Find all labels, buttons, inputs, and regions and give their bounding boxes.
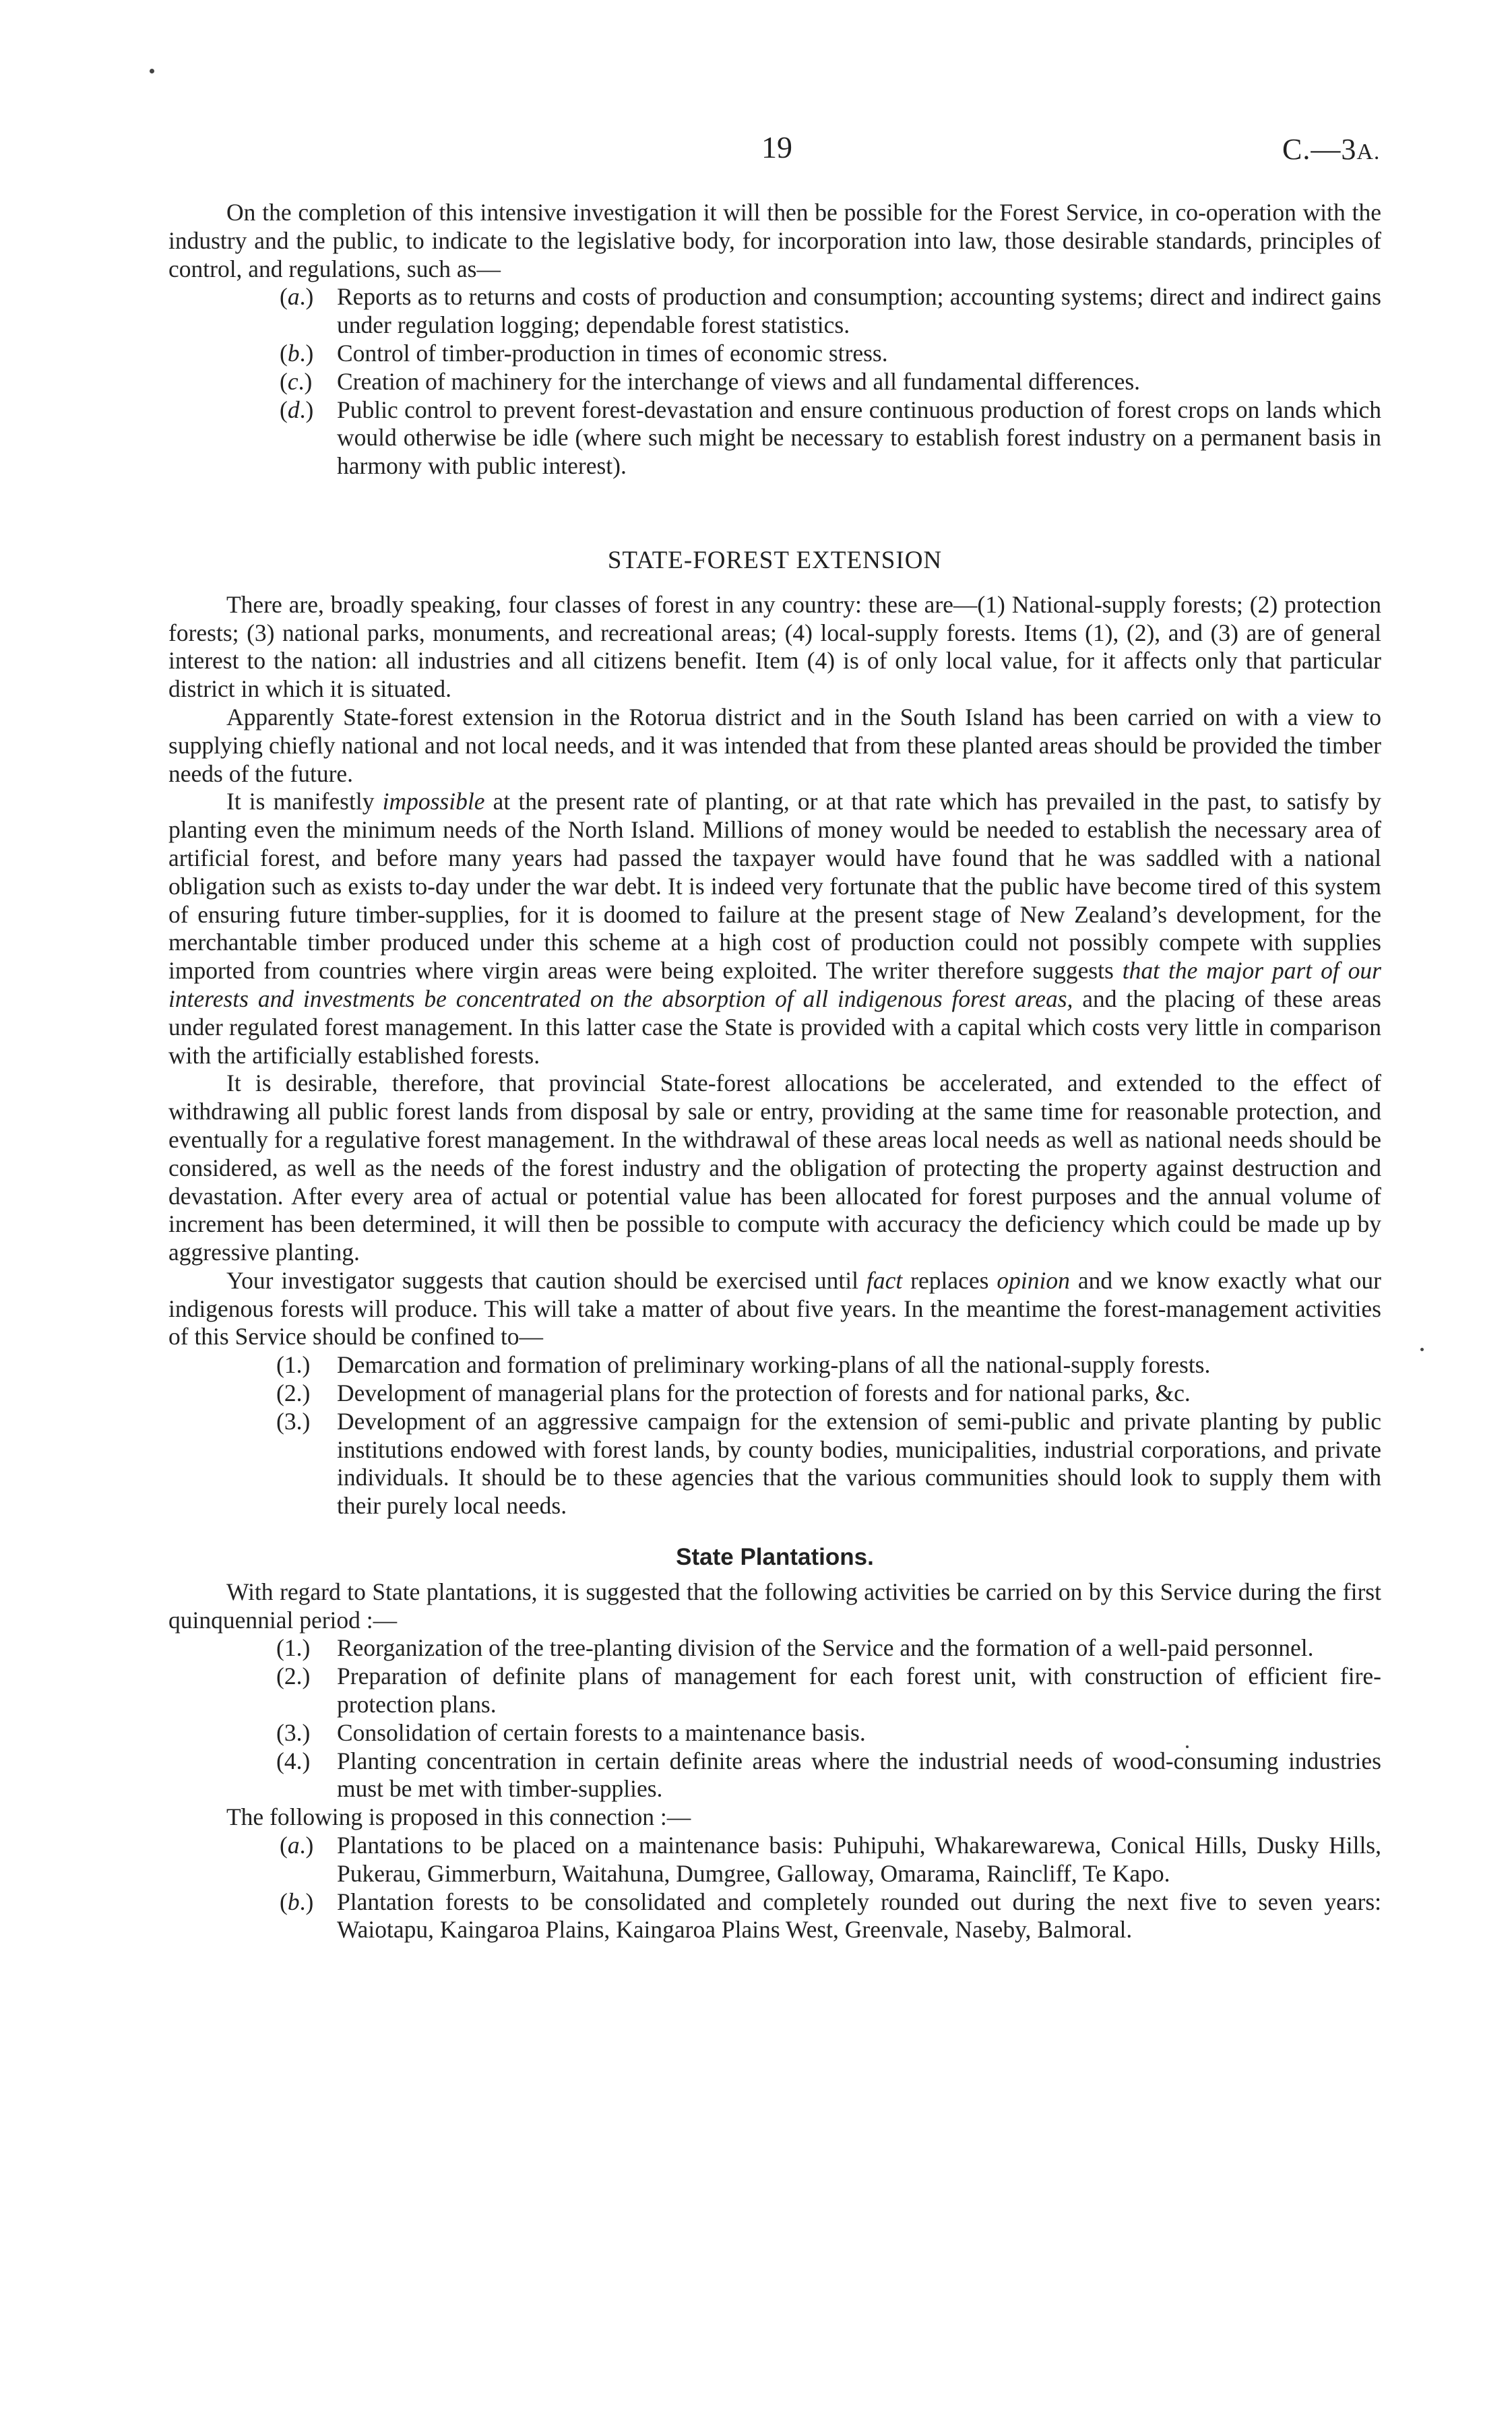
intro-paragraph: On the completion of this intensive investigation it will then be possible for the Forest Service, in co-operation with the industry and the public, to indicate to the legislative body, for incorporation into law, those desirable standards, principles of control, and regulations, such as— — [168, 199, 1381, 282]
list-marker: (d.) — [280, 396, 314, 423]
list-item — [168, 340, 1381, 368]
list-item — [168, 1888, 1381, 1945]
plantations-paragraph: With regard to State plantations, it is suggested that the following activities be carried on by this Service during the first quinquennial period :— — [168, 1578, 1381, 1634]
plantations-list — [168, 1634, 1381, 1803]
list-item — [168, 1379, 1381, 1408]
list-item — [168, 1663, 1381, 1719]
scan-speck — [150, 69, 154, 73]
list-marker: (3.) — [276, 1407, 311, 1435]
emphasis: impossible — [382, 788, 485, 815]
emphasis: that the major part of our interests and investments be concentrated on the absorption of all indigenous forest areas, — [168, 957, 1381, 1012]
emphasis: opinion — [997, 1266, 1070, 1294]
proposed-list — [168, 1832, 1381, 1944]
list-item-text: Creation of machinery for the interchange of views and all fundamental differences. — [337, 367, 1141, 395]
extension-paragraph-4: It is desirable, therefore, that provincial State-forest allocations be accelerated, and extended to the effect of withdrawing all public forest lands from disposal by sale or entry, providing at the same time for reasonable protection, and eventually for a regulative forest management. In the withdrawal of these areas local needs as well as national needs should be considered, as well as the needs of the forest industry and the obligation of protecting the property against destruction and devastation. After every area of actual or potential value has been allocated for forest purposes and the annual volume of increment has been determined, it will then be possible to compute with accuracy the deficiency which could be made up by aggressive planting. — [168, 1069, 1381, 1266]
page-number: 19 — [761, 130, 792, 164]
list-item-text: Plantation forests to be consolidated and completely rounded out during the next five to seven years: Waiotapu, Kaingaroa Plains, Kaingaroa Plains West, Greenvale, Naseby, Balmoral. — [337, 1888, 1381, 1944]
list-item — [168, 1351, 1381, 1379]
section-heading-state-forest-extension: STATE-FOREST EXTENSION — [607, 546, 943, 574]
list-item — [168, 1719, 1381, 1747]
list-marker: (a.) — [280, 1832, 314, 1859]
list-item-text: Consolidation of certain forests to a maintenance basis. — [337, 1718, 866, 1746]
document-reference-main: C.—3 — [1282, 133, 1357, 166]
list-marker: (2.) — [276, 1379, 311, 1407]
list-marker: (c.) — [280, 367, 313, 395]
list-marker: (4.) — [276, 1747, 311, 1774]
list-item — [168, 1634, 1381, 1663]
list-item-text: Reports as to returns and costs of production and consumption; accounting systems; direct and indirect gains under regulation logging; dependable forest statistics. — [337, 283, 1381, 339]
list-item-text: Preparation of definite plans of management for each forest unit, with construction of efficient fire-protection plans. — [337, 1663, 1381, 1718]
list-item-text: Demarcation and formation of preliminary working-plans of all the national-supply forests. — [337, 1351, 1211, 1379]
scan-speck — [1420, 1348, 1424, 1351]
list-marker: (a.) — [280, 283, 314, 311]
list-item-text: Planting concentration in certain definite areas where the industrial needs of wood-consuming industries must be met with timber-supplies. — [337, 1747, 1381, 1803]
document-reference-suffix: A. — [1356, 139, 1381, 164]
list-item-text: Development of an aggressive campaign for the extension of semi-public and private planting by public institutions endowed with forest lands, by county bodies, municipalities, industrial corporations, and private individuals. It should be to these agencies that the various communities should look to supply them with their purely local needs. — [337, 1407, 1381, 1520]
list-item — [168, 396, 1381, 480]
document-reference — [1282, 132, 1380, 166]
list-item — [168, 1408, 1381, 1520]
proposed-paragraph: The following is proposed in this connection :— — [226, 1803, 691, 1831]
list-marker: (b.) — [280, 339, 314, 367]
section-heading-state-plantations: State Plantations. — [676, 1544, 874, 1571]
list-item-text: Plantations to be placed on a maintenance basis: Puhipuhi, Whakarewarewa, Conical Hills, Dusky Hills, Pukerau, Gimmerburn, Waitahuna, Dumgree, Galloway, Omarama, Raincliff, Te Kapo. — [337, 1832, 1381, 1887]
list-item — [168, 1747, 1381, 1804]
page-content — [168, 199, 1381, 1944]
intro-list — [168, 283, 1381, 480]
list-item — [168, 1832, 1381, 1888]
list-item-text: Reorganization of the tree-planting division of the Service and the formation of a well-paid personnel. — [337, 1634, 1314, 1662]
list-item — [168, 368, 1381, 396]
emphasis: fact — [866, 1266, 903, 1294]
extension-paragraph-2: Apparently State-forest extension in the Rotorua district and in the South Island has been carried on with a view to supplying chiefly national and not local needs, and it was intended that from these planted areas should be provided the timber needs of the future. — [168, 703, 1381, 787]
extension-list — [168, 1351, 1381, 1520]
extension-paragraph-3: It is manifestly impossible at the present rate of planting, or at that rate which has prevailed in the past, to satisfy by planting even the minimum needs of the North Island. Millions of money would be needed to establish the necessary area of artificial forest, and before many years had passed the taxpayer would have found that he was saddled with a national obligation such as exists to-day under the war debt. It is indeed very fortunate that the public have become tired of this system of ensuring future timber-supplies, for it is doomed to failure at the present stage of New Zealand’s development, for the merchantable timber produced under this scheme at a high cost of production could not possibly compete with supplies imported from countries where virgin areas were being exploited. The writer therefore suggests that the major part of our interests and investments be concentrated on the absorption of all indigenous forest areas, and the placing of these areas under regulated forest management. In this latter case the State is provided with a capital which costs very little in comparison with the artificially established forests. — [168, 788, 1382, 1069]
list-marker: (3.) — [276, 1718, 311, 1746]
list-item — [168, 283, 1381, 340]
list-item-text: Public control to prevent forest-devastation and ensure continuous production of forest crops on lands which would otherwise be idle (where such might be necessary to establish forest industry on a permanent basis in harmony with public interest). — [337, 396, 1381, 480]
list-item-text: Development of managerial plans for the protection of forests and for national parks, &c. — [337, 1379, 1191, 1407]
list-item-text: Control of timber-production in times of economic stress. — [337, 339, 888, 367]
list-marker: (2.) — [276, 1663, 311, 1690]
list-marker: (1.) — [276, 1634, 311, 1662]
list-marker: (1.) — [276, 1351, 311, 1379]
extension-paragraph-5: Your investigator suggests that caution should be exercised until fact replaces opinion and we know exactly what our indigenous forests will produce. This will take a matter of about five years. In the meantime the forest-management activities of this Service should be confined to— — [168, 1266, 1381, 1351]
list-marker: (b.) — [280, 1888, 314, 1915]
extension-paragraph-1: There are, broadly speaking, four classes of forest in any country: these are—(1) National-supply forests; (2) protection forests; (3) national parks, monuments, and recreational areas; (4) local-supply forests. Items (1), (2), and (3) are of general interest to the nation: all industries and all citizens benefit. Item (4) is of only local value, for it affects only that particular district in which it is situated. — [168, 590, 1381, 703]
